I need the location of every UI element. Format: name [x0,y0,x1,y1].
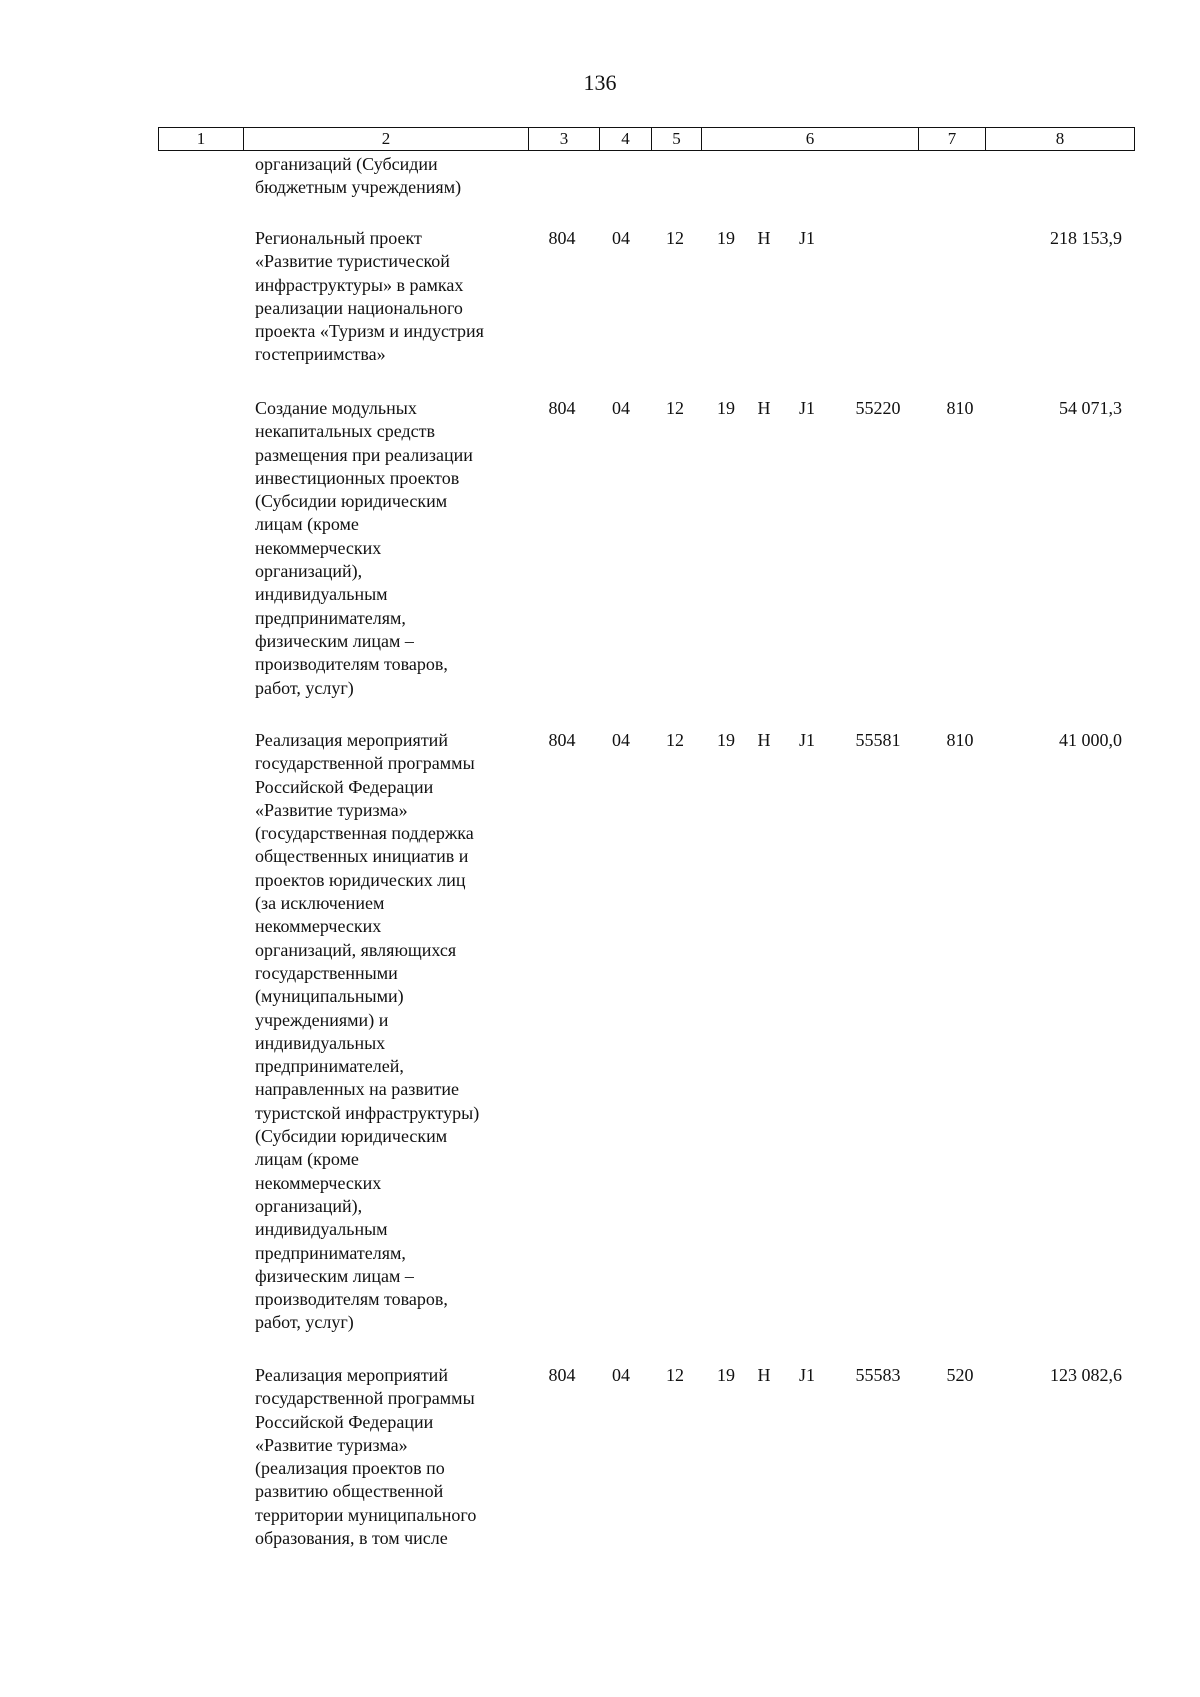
row-col6-part-d: 55581 [855,730,901,750]
column-header-2: 2 [244,128,529,151]
row-col6-part-b: Н [757,228,771,248]
column-header-row [159,128,1135,151]
row-col6-part-a: 19 [717,398,735,418]
row-description: Региональный проект «Развитие туристической инфраструктуры» в рамках реализации национального проекта «Туризм и индустрия гостеприимства» [255,228,484,365]
row-col5: 12 [666,398,684,418]
row-description: организаций (Субсидии бюджетным учреждениям) [255,154,462,198]
column-header-3: 3 [529,128,600,151]
row-col7: 520 [946,1365,974,1385]
row-amount: 123 082,6 [1050,1365,1122,1385]
row-col4: 04 [612,398,630,418]
column-header-table [158,127,1135,151]
column-header-1: 1 [159,128,244,151]
row-col6-part-a: 19 [717,228,735,248]
row-amount: 54 071,3 [1059,398,1122,418]
row-col3: 804 [548,398,576,418]
row-col7: 810 [946,398,974,418]
column-header-7: 7 [919,128,986,151]
row-col5: 12 [666,1365,684,1385]
row-col5: 12 [666,228,684,248]
row-col6-part-d: 55220 [855,398,901,418]
column-header-5: 5 [652,128,702,151]
row-col6-part-a: 19 [717,730,735,750]
page-number: 136 [583,70,617,95]
row-col3: 804 [548,228,576,248]
row-amount: 41 000,0 [1059,730,1122,750]
row-description: Создание модульных некапитальных средств размещения при реализации инвестиционных проектов (Субсидии юридическим лицам (кроме некоммерческих организаций), индивидуальным предпринимателям, физическим лицам – производителям товаров, работ, услуг) [255,398,473,698]
row-col6-part-c: J1 [798,730,815,750]
row-col6-part-c: J1 [798,1365,815,1385]
row-col6-part-b: Н [757,1365,771,1385]
row-col4: 04 [612,1365,630,1385]
row-description: Реализация мероприятий государственной программы Российской Федерации «Развитие туризма» (государственная поддержка общественных инициатив и проектов юридических лиц (за исключением некоммерческих организаций, являющихся государственными (муниципальными) учреждениями) и индивидуальных предпринимателей, направленных на развитие туристской инфраструктуры) (Субсидии юридическим лицам (кроме некоммерческих организаций), индивидуальным предпринимателям, физическим лицам – производителям товаров, работ, услуг) [255,730,480,1333]
row-col3: 804 [548,730,576,750]
row-col6-part-c: J1 [798,398,815,418]
row-col6-part-c: J1 [798,228,815,248]
column-header-4: 4 [600,128,652,151]
row-amount: 218 153,9 [1050,228,1122,248]
row-col6-part-b: Н [757,730,771,750]
row-col7: 810 [946,730,974,750]
column-header-8: 8 [986,128,1135,151]
row-col6-part-d: 55583 [855,1365,901,1385]
row-description: Реализация мероприятий государственной программы Российской Федерации «Развитие туризма» (реализация проектов по развитию общественной территории муниципального образования, в том числе [255,1365,477,1549]
row-col4: 04 [612,730,630,750]
row-col6-part-a: 19 [717,1365,735,1385]
row-col6-part-b: Н [757,398,771,418]
column-header-6: 6 [702,128,919,151]
row-col5: 12 [666,730,684,750]
row-col3: 804 [548,1365,576,1385]
row-col4: 04 [612,228,630,248]
